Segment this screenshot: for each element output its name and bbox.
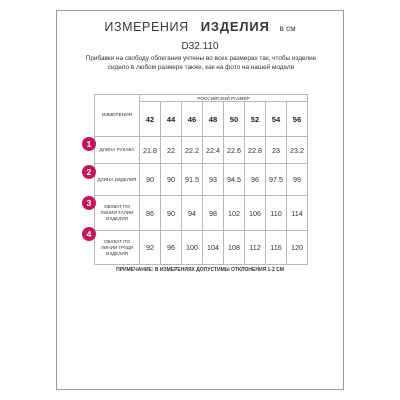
table-cell: 120 <box>287 231 308 265</box>
size-table <box>94 94 308 265</box>
table-row <box>95 137 308 164</box>
table-cell: 110 <box>266 196 287 231</box>
table-cell: 96 <box>161 231 182 265</box>
table-cell: 22.2 <box>182 137 203 164</box>
table-cell: 90 <box>161 196 182 231</box>
product-code: D32.110 <box>181 41 219 52</box>
table-cell: 104 <box>203 231 224 265</box>
table-cell: 22.8 <box>245 137 266 164</box>
title-measurements: ИЗМЕРЕНИЯ <box>104 20 189 34</box>
table-cell: 96 <box>245 164 266 196</box>
table-cell: 97.5 <box>266 164 287 196</box>
table-cell: 21.8 <box>140 137 161 164</box>
table-cell: 94.5 <box>224 164 245 196</box>
table-cell: 92 <box>140 231 161 265</box>
size-header: 56 <box>287 102 308 137</box>
size-header: 44 <box>161 102 182 137</box>
size-header: 54 <box>266 102 287 137</box>
table-cell: 98 <box>203 196 224 231</box>
table-cell: 94 <box>182 196 203 231</box>
tolerance-note: ПРИМЕЧАНИЕ: В ИЗМЕРЕНИЯХ ДОПУСТИМЫ ОТКЛОНЕНИЯ 1-2 СМ <box>116 267 284 273</box>
table-label-header: ИЗМЕРЕНИЯ <box>95 95 140 137</box>
row-label: ДЛИНА РУКАВА <box>95 137 140 164</box>
table-cell: 91.5 <box>182 164 203 196</box>
table-group-header: РОССИЙСКИЙ РАЗМЕР <box>140 95 308 102</box>
table-cell: 93 <box>203 164 224 196</box>
row-number-badge: 1 <box>82 137 96 151</box>
size-header: 46 <box>182 102 203 137</box>
table-cell: 112 <box>245 231 266 265</box>
table-cell: 102 <box>224 196 245 231</box>
table-row <box>95 196 308 231</box>
row-number-badge: 4 <box>82 227 96 241</box>
size-header: 42 <box>140 102 161 137</box>
size-header: 52 <box>245 102 266 137</box>
table-cell: 90 <box>140 164 161 196</box>
table-cell: 90 <box>161 164 182 196</box>
row-number-badge: 3 <box>82 196 96 210</box>
size-header: 50 <box>224 102 245 137</box>
table-cell: 22 <box>161 137 182 164</box>
table-cell: 108 <box>224 231 245 265</box>
row-number-badge: 2 <box>82 165 96 179</box>
table-cell: 116 <box>266 231 287 265</box>
table-cell: 23 <box>266 137 287 164</box>
table-row <box>95 164 308 196</box>
title-unit: в см <box>279 24 296 33</box>
row-label: ОБХВАТ ПО ЛИНИИ ТАЛИИ ИЗДЕЛИЯ <box>95 196 140 231</box>
table-cell: 86 <box>140 196 161 231</box>
table-cell: 114 <box>287 196 308 231</box>
table-cell: 23.2 <box>287 137 308 164</box>
fit-note: Прибавки на свободу облегания учтены во всех размерах так, чтобы изделие сидело в любом размере также, как на фото на нашей модели <box>85 55 317 71</box>
table-row <box>95 231 308 265</box>
size-header: 48 <box>203 102 224 137</box>
table-cell: 22.6 <box>224 137 245 164</box>
title-product: ИЗДЕЛИЯ <box>200 19 270 34</box>
sheet-title <box>57 18 343 36</box>
table-cell: 100 <box>182 231 203 265</box>
table-cell: 22.4 <box>203 137 224 164</box>
table-cell: 99 <box>287 164 308 196</box>
table-cell: 106 <box>245 196 266 231</box>
row-label: ДЛИНА ИЗДЕЛИЯ <box>95 164 140 196</box>
row-label: ОБХВАТ ПО ЛИНИИ ГРУДИ ИЗДЕЛИЯ <box>95 231 140 265</box>
